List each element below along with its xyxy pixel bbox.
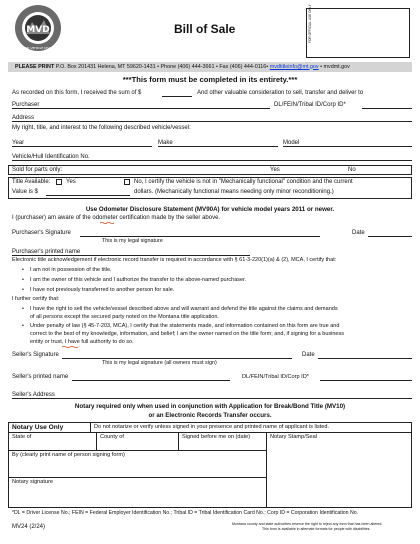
purchaser-date-label: Date — [352, 230, 365, 236]
seller-id-label: DL/FEIN/Tribal ID/Corp ID* — [242, 374, 309, 380]
year-label: Year — [12, 140, 25, 146]
purchaser-date-field[interactable] — [368, 236, 412, 237]
notary-row-divider — [8, 477, 266, 478]
electronic-bullet-1: • I am not in possession of the title. — [30, 267, 112, 273]
seller-printed-field[interactable] — [72, 380, 230, 381]
model-label: Model — [283, 140, 300, 146]
seller-date-label: Date — [302, 352, 315, 358]
address-label: Address — [12, 115, 35, 121]
seller-id-field[interactable] — [320, 380, 412, 381]
make-field[interactable] — [158, 146, 278, 147]
page-title: Bill of Sale — [174, 22, 236, 36]
spellcheck-squiggle-icon — [62, 346, 78, 348]
seller-date-field[interactable] — [318, 358, 412, 359]
further-bullet-2c: entity or trust, I have full authority to do so. — [30, 339, 134, 345]
purchaser-printed-label: Purchaser's printed name — [12, 249, 81, 255]
notary-col-divider — [266, 432, 267, 508]
title-yes-label: Yes — [66, 179, 76, 185]
notary-heading-1: Notary required only when used in conjunction with Application for Break/Bond Title (MV10) — [74, 403, 346, 410]
sale-text-a: As recorded on this form, I received the sum of $ — [12, 90, 142, 96]
purchaser-label: Purchaser — [12, 102, 40, 108]
seller-address-field[interactable] — [12, 398, 412, 399]
notary-instruction: Do not notarize or verify unless signed in your presence and printed name of applicant is listed. — [94, 424, 330, 430]
by-label[interactable]: By (clearly print name of person signing form) — [12, 452, 125, 458]
purchaser-legal-note: This is my legal signature — [102, 238, 163, 244]
further-certify: I further certify that: — [12, 296, 60, 302]
contact-line — [15, 64, 350, 70]
further-bullet-1b: of all persons except the secured party noted on the Montana title application. — [30, 314, 219, 320]
purchaser-signature-field[interactable] — [80, 236, 320, 237]
purchaser-field[interactable] — [12, 108, 270, 109]
interest-text: My right, title, and interest to the following described vehicle/vessel: — [12, 125, 191, 131]
svg-text:MVD: MVD — [26, 25, 50, 35]
parts-label: Sold for parts only: — [12, 167, 63, 173]
notary-use-only: Notary Use Only — [12, 424, 64, 431]
vin-field[interactable] — [12, 160, 412, 161]
signed-before-label[interactable]: Signed before me on (date) — [182, 434, 251, 440]
county-label[interactable]: County of — [100, 434, 124, 440]
disclaimer-2: This form is available in alternate formats for people with disabilities. — [262, 527, 371, 531]
seller-printed-label: Seller's printed name — [12, 374, 69, 380]
completion-notice: ***This form must be completed in its entirety.*** — [122, 75, 298, 84]
seller-legal-note: This is my legal signature (all owners must sign) — [102, 360, 217, 366]
year-field[interactable] — [12, 146, 152, 147]
purchaser-id-label: DL/FEIN/Tribal ID/Corp ID* — [274, 102, 346, 108]
notary-heading-2: or an Electronic Records Transfer occurs. — [148, 412, 272, 419]
seller-address-label: Seller's Address — [12, 392, 55, 398]
notary-col-divider — [90, 422, 91, 432]
disclaimer-1: Montana county and state authorities reserve the right to reject any form that has been altered. — [232, 522, 383, 526]
form-id: MV24 (2/24) — [12, 524, 46, 530]
mvd-seal-logo — [14, 4, 62, 52]
sale-text-b: And other valuable consideration to sell, transfer and deliver to — [197, 90, 364, 96]
svg-text:MOTOR VEHICLE DIVISION: MOTOR VEHICLE DIVISION — [18, 46, 58, 50]
title-available-label: Title Available: — [12, 179, 51, 185]
odometer-heading: Use Odometer Disclosure Statement (MV90A) for vehicle model years 2011 or newer. — [85, 206, 335, 213]
sale-amount-field[interactable] — [162, 96, 192, 97]
address-field[interactable] — [12, 121, 412, 122]
further-bullet-2a: • Under penalty of law (§ 45-7-203, MCA), I certify that the statements made, and information contained on this form are true and — [30, 323, 339, 329]
value-label: Value is $ — [12, 189, 38, 195]
vin-label: Vehicle/Hull Identification No. — [12, 154, 90, 160]
parts-yes[interactable]: Yes — [270, 167, 280, 173]
contact-address: P.O. Box 201431 Helena, MT 59620-1431 • Phone (406) 444-3661 • Fax (406) 444-0116• — [55, 63, 270, 70]
notary-row-divider — [8, 450, 266, 451]
title-no-text: No, I certify the vehicle is not in "Mechanically functional" condition and the current — [134, 179, 353, 185]
notary-col-divider — [96, 432, 97, 450]
further-bullet-1a: • I have the right to sell the vehicle/vessel described above and will warrant and defend the title against the claims and demands — [30, 306, 338, 312]
notary-row-divider — [8, 432, 412, 433]
value-field[interactable] — [46, 195, 130, 196]
electronic-intro: Electronic title acknowledgement if electronic record transfer is required in accordance with § 61-3-220(1)(a) & (2), MCA, I certify that: — [12, 257, 337, 263]
website: • mvdmt.gov — [318, 63, 350, 70]
purchaser-signature-label: Purchaser's Signature — [12, 230, 71, 236]
purchaser-id-field[interactable] — [362, 108, 412, 109]
parts-no[interactable]: No — [348, 167, 356, 173]
seller-signature-label: Seller's Signature — [12, 352, 59, 358]
notary-col-divider — [178, 432, 179, 450]
notary-stamp-label: Notary Stamp/Seal — [270, 434, 317, 440]
print-label: PLEASE PRINT — [15, 63, 55, 70]
value-text: dollars. (Mechanically functional means needing only minor reconditioning.) — [134, 189, 334, 195]
odometer-text: I (purchaser) am aware of the odometer certification made by the seller above. — [12, 215, 221, 221]
spellcheck-squiggle-icon — [100, 222, 114, 224]
make-label: Make — [158, 140, 173, 146]
electronic-bullet-2: • I am the owner of this vehicle and I authorize the transfer to the above-named purchaser. — [30, 277, 246, 283]
notary-signature-label[interactable]: Notary signature — [12, 479, 54, 485]
title-no-checkbox[interactable] — [124, 179, 130, 185]
state-label[interactable]: State of — [12, 434, 32, 440]
email-link[interactable]: mvdtitleinfo@mt.gov — [269, 63, 319, 70]
official-use-box — [306, 4, 410, 58]
model-field[interactable] — [283, 146, 412, 147]
purchaser-printed-field[interactable] — [12, 255, 250, 256]
title-yes-checkbox[interactable] — [56, 179, 62, 185]
further-bullet-2b: correct to the best of my knowledge, information, and belief; I am the owner named on the title form; and, if signing for a business — [30, 331, 344, 337]
official-use-note: FOR OFFICIAL USE ONLY — [308, 4, 312, 43]
electronic-bullet-3: • I have not previously transferred to another person for sale. — [30, 287, 174, 293]
seller-signature-field[interactable] — [62, 358, 292, 359]
footnote: *DL = Driver License No.; FEIN = Federal Employer Identification No.; Tribal ID = Tribal Identification Card No.; Corp ID = Corporation Identification No. — [12, 510, 359, 516]
